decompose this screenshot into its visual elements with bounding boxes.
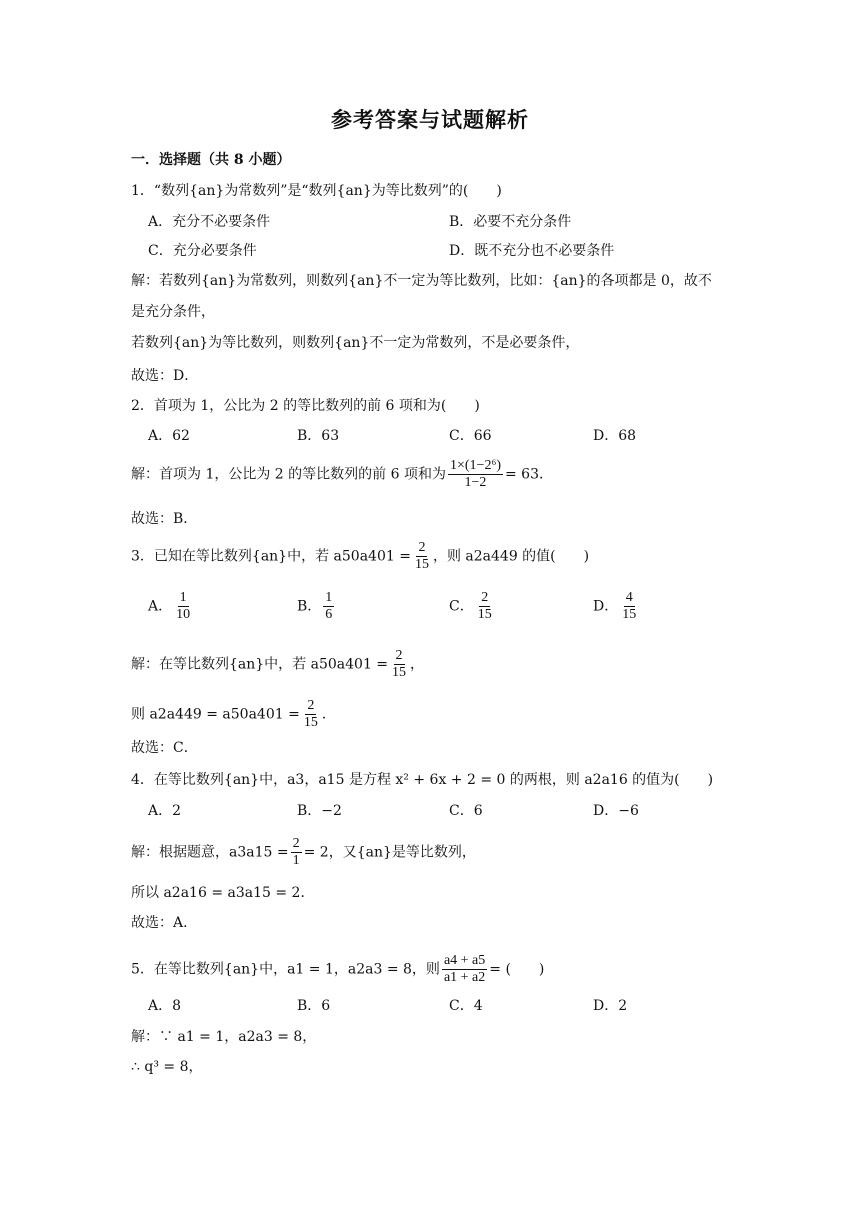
- q4-stem: 4．在等比数列{an}中，a3，a15 是方程 x² + 6x + 2 = 0 的两根，则 a2a16 的值为( ): [131, 772, 714, 788]
- q3-stem-fraction: [413, 540, 431, 573]
- q5-stem-prefix: 5．在等比数列{an}中，a1 = 1，a2a3 = 8，则: [131, 961, 440, 978]
- q2-solution-fraction: [448, 458, 503, 491]
- q3-option-d-label: D．: [593, 598, 619, 615]
- q3-a-num: 1: [179, 590, 187, 605]
- q3-stem: [131, 540, 589, 573]
- q4-solution-suffix: = 2，又{an}是等比数列，: [303, 844, 476, 861]
- q5-stem-fraction: [442, 953, 487, 986]
- q4-option-b: B．−2: [297, 803, 342, 819]
- q2-option-d: D．68: [593, 428, 637, 444]
- q5-stem-num: a4 + a5: [443, 953, 486, 968]
- q1-answer: 故选：D．: [131, 368, 199, 384]
- q5-solution-line2: ∴ q³ = 8，: [131, 1059, 203, 1075]
- q1-solution-line1: 解：若数列{an}为常数列，则数列{an}不一定为等比数列，比如：{an}的各项都是 0，故不: [131, 273, 712, 289]
- q3-solution-fraction2: [302, 698, 320, 731]
- q3-a-den: 10: [176, 607, 191, 622]
- q2-frac-num: 1×(1−2⁶): [449, 458, 501, 473]
- q5-option-b: B．6: [297, 998, 331, 1014]
- q3-option-d: [593, 590, 640, 623]
- q3-sol1-den: 15: [392, 665, 407, 680]
- q3-solution-suffix2: ．: [321, 706, 336, 723]
- q1-solution-line2: 是充分条件，: [131, 304, 215, 320]
- q1-option-a: A．充分不必要条件: [148, 214, 271, 230]
- q1-solution-line3: 若数列{an}为等比数列，则数列{an}不一定为常数列，不是必要条件，: [131, 335, 580, 351]
- q5-stem-den: a1 + a2: [443, 970, 486, 985]
- q4-sol-den: 1: [292, 853, 300, 868]
- q3-option-c: [449, 590, 496, 623]
- q3-option-b: [297, 590, 336, 623]
- q3-stem-frac-num: 2: [418, 540, 426, 555]
- q3-solution-fraction1: [390, 648, 408, 681]
- q3-d-den: 15: [622, 607, 637, 622]
- q3-solution-line2: [131, 698, 336, 731]
- q2-solution-result: = 63．: [504, 466, 553, 483]
- q4-option-d: D．−6: [593, 803, 639, 819]
- q4-solution-line1: [131, 836, 476, 869]
- q3-option-a-fraction: [174, 590, 192, 623]
- q2-stem: 2．首项为 1，公比为 2 的等比数列的前 6 项和为( ): [131, 398, 480, 414]
- q2-option-a: A．62: [148, 428, 190, 444]
- q5-option-d: D．2: [593, 998, 628, 1014]
- q1-option-d: D．既不充分也不必要条件: [449, 243, 615, 259]
- q4-option-a: A．2: [148, 803, 182, 819]
- q3-b-den: 6: [325, 607, 333, 622]
- q3-option-c-label: C．: [449, 598, 474, 615]
- q3-option-c-fraction: [476, 590, 494, 623]
- q4-solution-line2: 所以 a2a16 = a3a15 = 2．: [131, 885, 315, 901]
- q3-option-a-label: A．: [148, 598, 173, 615]
- q3-solution-text2: 则 a2a449 = a50a401 =: [131, 706, 300, 723]
- q2-frac-den: 1−2: [464, 475, 487, 490]
- q3-b-num: 1: [325, 590, 333, 605]
- q4-option-c: C．6: [449, 803, 483, 819]
- q4-solution-fraction: [291, 836, 302, 869]
- q2-option-c: C．66: [449, 428, 492, 444]
- q3-option-b-fraction: [323, 590, 334, 623]
- q2-option-b: B．63: [297, 428, 340, 444]
- q3-solution-line1: [131, 648, 424, 681]
- q3-sol2-den: 15: [303, 715, 318, 730]
- q3-option-b-label: B．: [297, 598, 322, 615]
- q3-sol2-num: 2: [307, 698, 315, 713]
- q4-sol-num: 2: [292, 836, 300, 851]
- q3-stem-prefix: 3．已知在等比数列{an}中，若 a50a401 =: [131, 548, 411, 565]
- q1-option-c: C．充分必要条件: [148, 243, 257, 259]
- q5-option-c: C．4: [449, 998, 483, 1014]
- q3-d-num: 4: [625, 590, 633, 605]
- q3-solution-suffix1: ，: [410, 656, 425, 673]
- q3-sol1-num: 2: [395, 648, 403, 663]
- q5-option-a: A．8: [148, 998, 182, 1014]
- q3-c-num: 2: [481, 590, 489, 605]
- q4-solution-text: 解：根据题意，a3a15 =: [131, 844, 289, 861]
- q3-option-a: [148, 590, 194, 623]
- q2-answer: 故选：B．: [131, 511, 198, 527]
- q2-solution: [131, 458, 553, 491]
- q3-c-den: 15: [477, 607, 492, 622]
- q1-stem: 1．“数列{an}为常数列”是“数列{an}为等比数列”的( ): [131, 183, 502, 199]
- q3-answer: 故选：C．: [131, 740, 198, 756]
- q2-solution-text: 解：首项为 1，公比为 2 的等比数列的前 6 项和为: [131, 466, 446, 483]
- q5-stem: [131, 953, 544, 986]
- q3-stem-frac-den: 15: [414, 557, 429, 572]
- section-heading: 一．选择题（共 8 小题）: [131, 152, 291, 168]
- q5-solution-line1: 解：∵ a1 = 1，a2a3 = 8，: [131, 1029, 317, 1045]
- q3-solution-text1: 解：在等比数列{an}中，若 a50a401 =: [131, 656, 389, 673]
- q3-option-d-fraction: [620, 590, 638, 623]
- q4-answer: 故选：A．: [131, 915, 198, 931]
- q3-stem-suffix: ，则 a2a449 的值( ): [432, 548, 590, 565]
- q1-option-b: B．必要不充分条件: [449, 214, 572, 230]
- page-title: 参考答案与试题解析: [331, 107, 529, 132]
- q5-stem-suffix: = ( ): [489, 961, 545, 978]
